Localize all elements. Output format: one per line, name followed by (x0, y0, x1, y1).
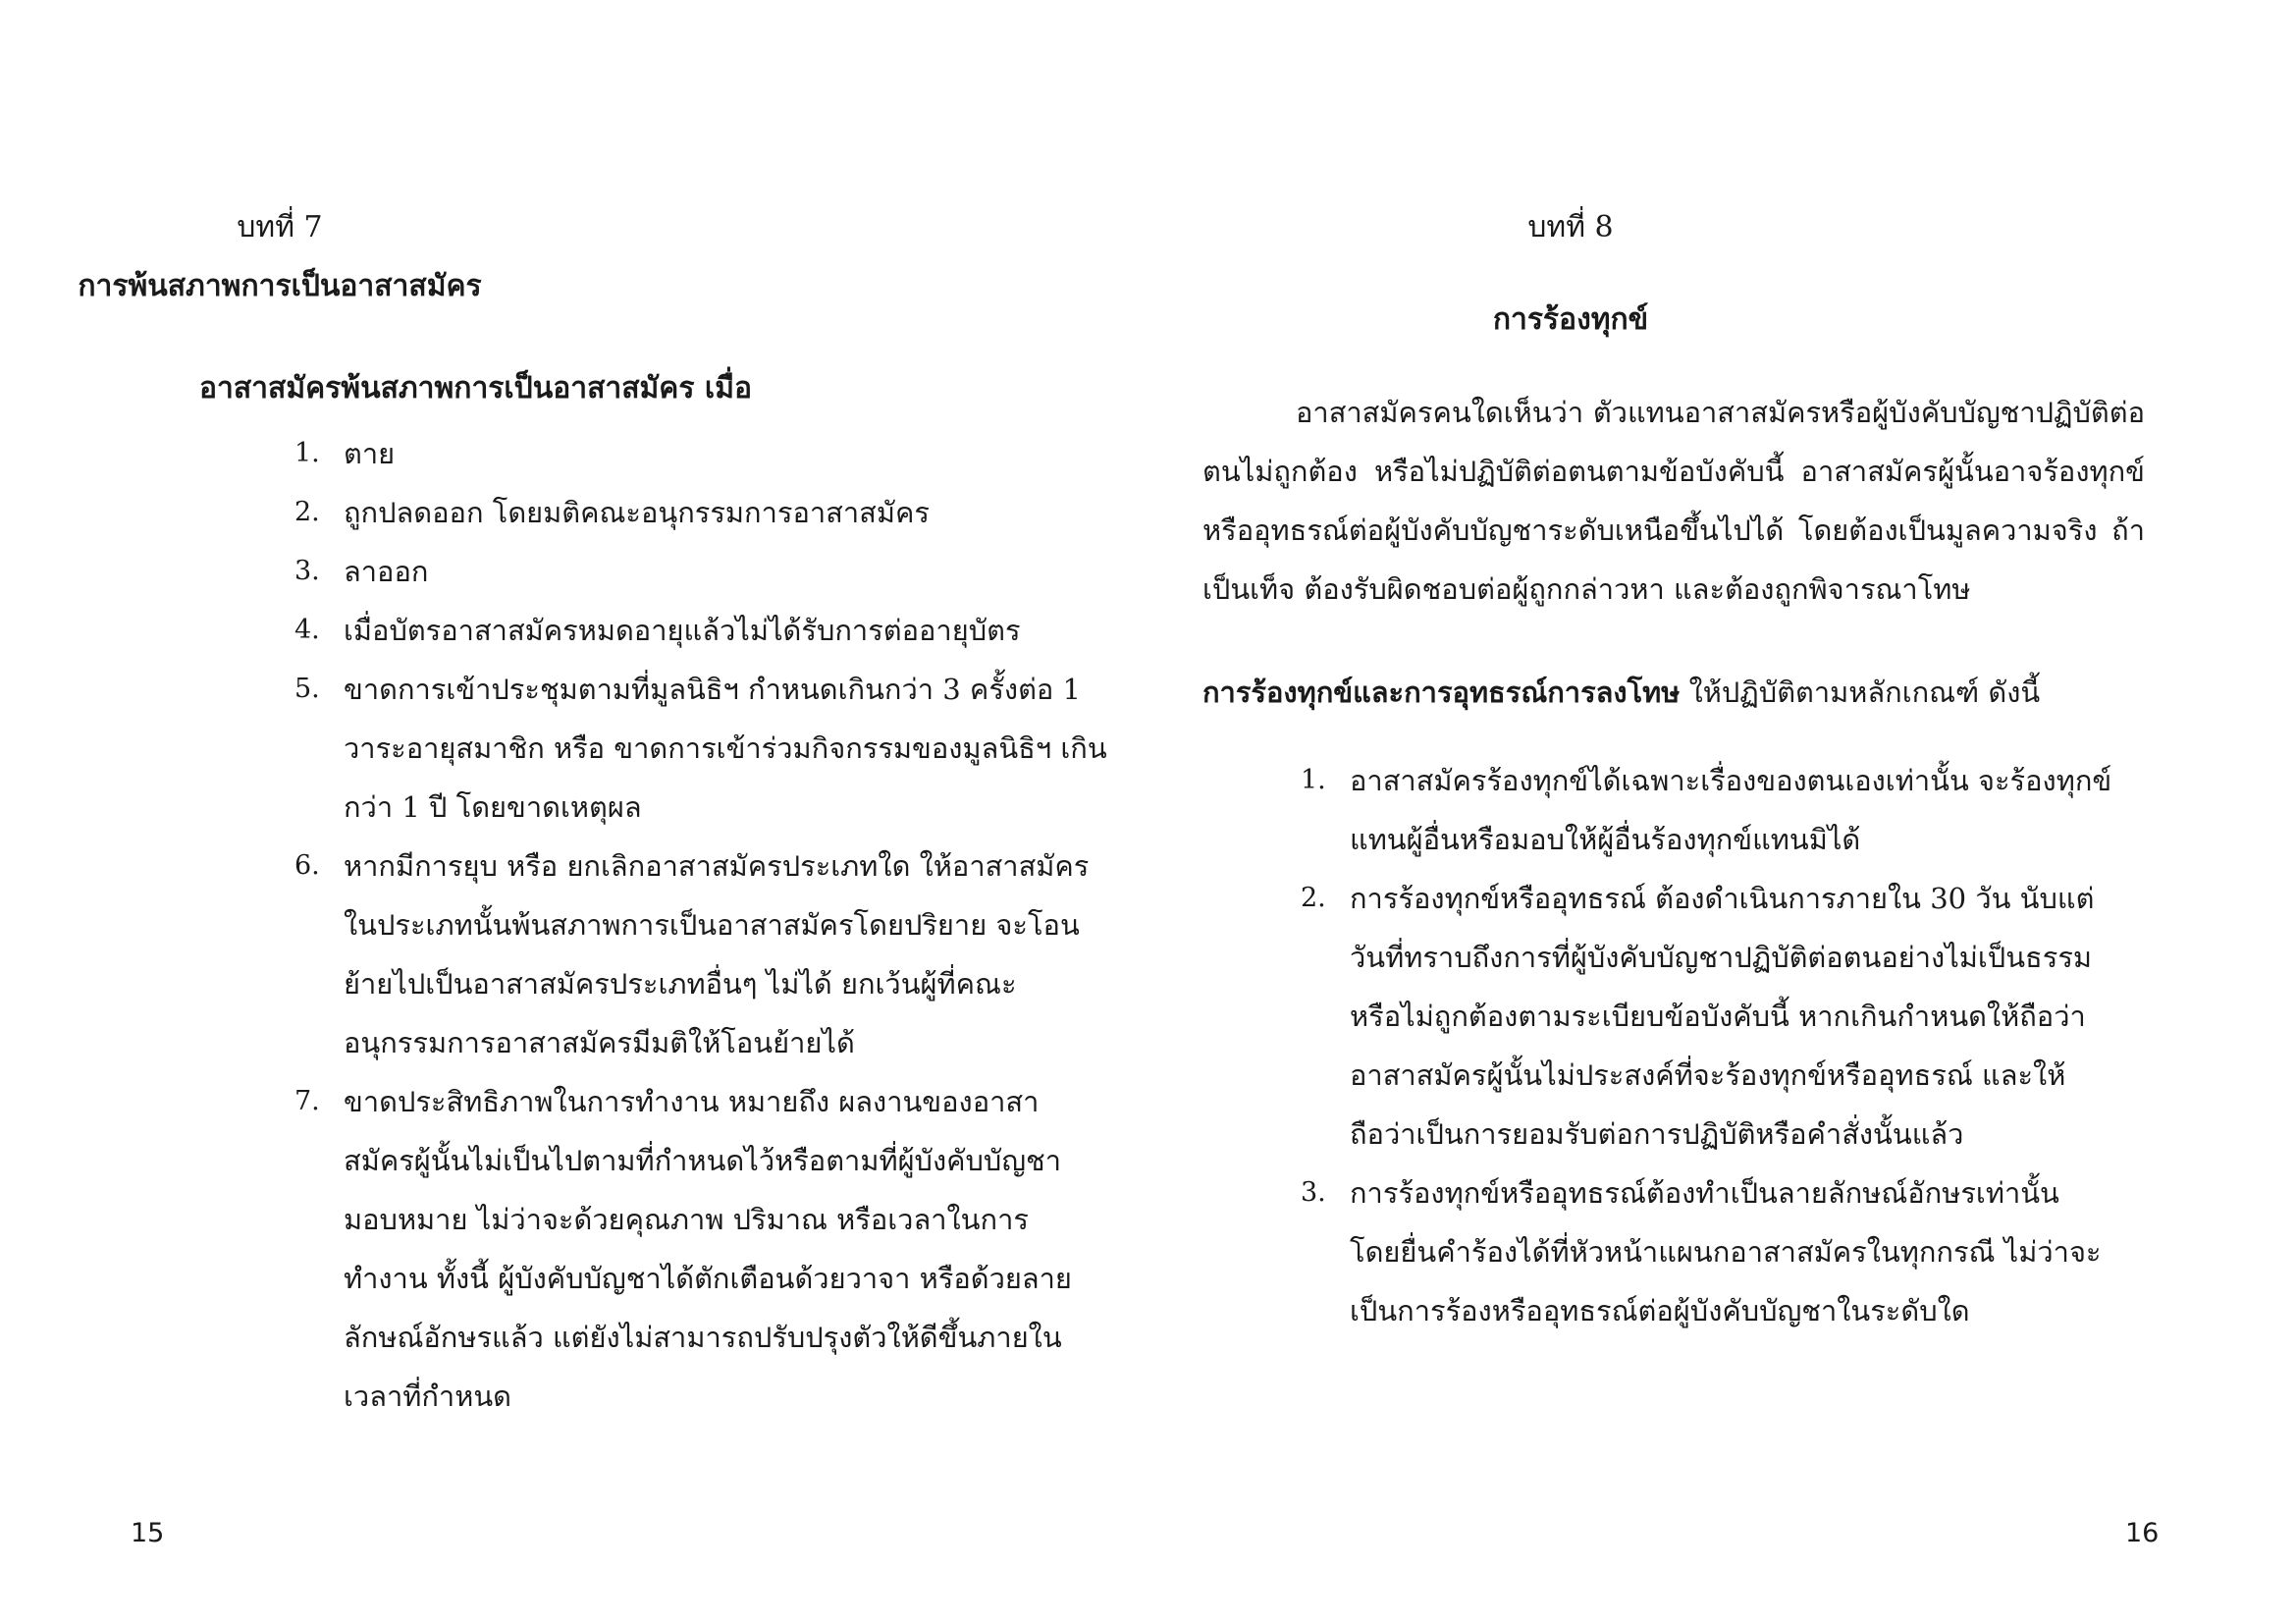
chapter-label: บทที่ 7 (237, 210, 323, 244)
rules-heading (1202, 663, 2040, 722)
list-text: ตาย (344, 437, 396, 470)
list-number: 2. (1301, 883, 1326, 913)
list-number: 7. (294, 1086, 320, 1116)
list-item (1301, 869, 2115, 1164)
list-item (294, 542, 1109, 601)
list-text: ขาดการเข้าประชุมตามที่มูลนิธิฯ กำหนดเกินกว่า 3 ครั้งต่อ 1 วาระอายุสมาชิก หรือ ขาดการเข้าร่วมกิจกรรมของมูลนิธิฯ เกินกว่า 1 ปี โดยขาดเหตุผล (344, 673, 1107, 824)
section-intro: อาสาสมัครพ้นสภาพการเป็นอาสาสมัคร เมื่อ (199, 371, 752, 406)
list-item (1301, 751, 2115, 869)
page-number: 15 (131, 1518, 165, 1548)
rules-heading-rest: ให้ปฏิบัติตามหลักเกณฑ์ ดังนี้ (1680, 676, 2041, 709)
list-text: ขาดประสิทธิภาพในการทำงาน หมายถึง ผลงานของอาสาสมัครผู้นั้นไม่เป็นไปตามที่กำหนดไว้หรือตามที่ผู้บังคับบัญชามอบหมาย ไม่ว่าจะด้วยคุณภาพ ปริมาณ หรือเวลาในการทำงาน ทั้งนี้ ผู้บังคับบัญชาได้ตักเตือนด้วยวาจา หรือด้วยลายลักษณ์อักษรแล้ว แต่ยังไม่สามารถปรับปรุงตัวให้ดีขึ้นภายในเวลาที่กำหนด (344, 1085, 1072, 1413)
list-number: 1. (1301, 765, 1326, 795)
chapter-title: การพ้นสภาพการเป็นอาสาสมัคร (78, 269, 482, 303)
list-number: 5. (294, 674, 320, 704)
right-page (1148, 0, 2296, 1624)
list-number: 3. (294, 556, 320, 586)
chapter-title: การร้องทุกข์ (1492, 302, 1649, 337)
list-text: การร้องทุกข์หรืออุทธรณ์ต้องทำเป็นลายลักษณ์อักษรเท่านั้น โดยยื่นคำร้องได้ที่หัวหน้าแผนกอาสาสมัครในทุกกรณี ไม่ว่าจะเป็นการร้องหรืออุทธรณ์ต่อผู้บังคับบัญชาในระดับใด (1350, 1176, 2102, 1327)
list-text: ถูกปลดออก โดยมติคณะอนุกรรมการอาสาสมัคร (344, 496, 930, 529)
list-number: 4. (294, 615, 320, 645)
page-number: 16 (2125, 1518, 2160, 1548)
list-number: 6. (294, 850, 320, 881)
chapter-label: บทที่ 8 (1527, 210, 1614, 244)
list-item (1301, 1164, 2115, 1340)
list-item (294, 1072, 1109, 1426)
complaint-paragraph: อาสาสมัครคนใดเห็นว่า ตัวแทนอาสาสมัครหรือผู้บังคับบัญชาปฏิบัติต่อตนไม่ถูกต้อง หรือไม่ปฏิบัติต่อตนตามข้อบังคับนี้ อาสาสมัครผู้นั้นอาจร้องทุกข์หรืออุทธรณ์ต่อผู้บังคับบัญชาระดับเหนือขึ้นไปได้ โดยต้องเป็นมูลความจริง ถ้าเป็นเท็จ ต้องรับผิดชอบต่อผู้ถูกกล่าวหา และต้องถูกพิจารณาโทษ (1202, 396, 2145, 606)
list-item (294, 837, 1109, 1072)
termination-list (294, 424, 1109, 1426)
list-text: การร้องทุกข์หรืออุทธรณ์ ต้องดำเนินการภายใน 30 วัน นับแต่วันที่ทราบถึงการที่ผู้บังคับบัญชาปฏิบัติต่อตนอย่างไม่เป็นธรรม หรือไม่ถูกต้องตามระเบียบข้อบังคับนี้ หากเกินกำหนดให้ถือว่าอาสาสมัครผู้นั้นไม่ประสงค์ที่จะร้องทุกข์หรืออุทธรณ์ และให้ถือว่าเป็นการยอมรับต่อการปฏิบัติหรือคำสั่งนั้นแล้ว (1350, 882, 2095, 1151)
list-number: 3. (1301, 1177, 1326, 1208)
list-text: เมื่อบัตรอาสาสมัครหมดอายุแล้วไม่ได้รับการต่ออายุบัตร (344, 614, 1021, 647)
list-number: 1. (294, 438, 320, 468)
list-item (294, 424, 1109, 483)
list-item (294, 483, 1109, 542)
rules-heading-bold: การร้องทุกข์และการอุทธรณ์การลงโทษ (1202, 676, 1681, 709)
list-text: หากมีการยุบ หรือ ยกเลิกอาสาสมัครประเภทใด ให้อาสาสมัครในประเภทนั้นพ้นสภาพการเป็นอาสาสมัครโดยปริยาย จะโอนย้ายไปเป็นอาสาสมัครประเภทอื่นๆ ไม่ได้ ยกเว้นผู้ที่คณะอนุกรรมการอาสาสมัครมีมติให้โอนย้ายได้ (344, 849, 1090, 1059)
complaint-rules-list (1301, 751, 2115, 1340)
list-number: 2. (294, 497, 320, 527)
list-text: ลาออก (344, 555, 429, 588)
list-text: อาสาสมัครร้องทุกข์ได้เฉพาะเรื่องของตนเองเท่านั้น จะร้องทุกข์แทนผู้อื่นหรือมอบให้ผู้อื่นร้องทุกข์แทนมิได้ (1350, 764, 2112, 856)
list-item (294, 601, 1109, 660)
list-item (294, 660, 1109, 837)
